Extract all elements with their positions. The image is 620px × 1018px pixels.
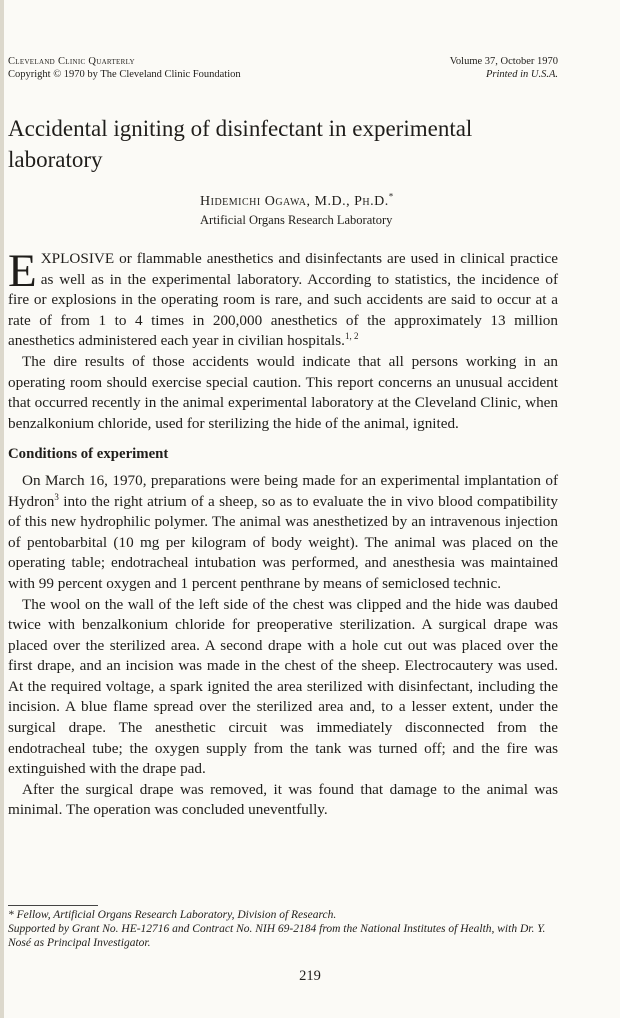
paragraph: The dire results of those accidents would indicate that all persons working in an operating room should exercise special caution. This report concerns an unusual accident that occurred recently in the animal experimental laboratory at the Cleveland Clinic, when benzalkonium chloride, used for sterilizing the hide of the animal, ignited.: [8, 352, 558, 432]
intro-text: XPLOSIVE or flammable anesthetics and disinfectants are used in clinical practice as well as in the experimental laboratory. According to statistics, the incidence of fire or explosions in the operating room is rare, and such accidents are said to occur at a rate of from 1 to 4 times in 200,000 anesthetics of the approximately 13 million anesthetics administered each year in civilian hospitals.: [8, 250, 558, 350]
running-header-left: [8, 55, 241, 81]
footnote-grant: Supported by Grant No. HE-12716 and Contract No. NIH 69-2184 from the National Institutes of Health, with Dr. Y. Nosé as Principal Investigator.: [8, 923, 546, 949]
footnote-rule: [8, 905, 98, 906]
paragraph: After the surgical drape was removed, it was found that damage to the animal was minimal. The operation was concluded uneventfully.: [8, 780, 558, 819]
byline: [0, 193, 620, 229]
reference-mark: 3: [54, 491, 59, 502]
paragraph: The wool on the wall of the left side of the chest was clipped and the hide was daubed twice with benzalkonium chloride for preoperative sterilization. A surgical drape was placed over the sterilized area. A second drape with a hole cut out was placed over the first drape, and an incision was made in the chest of the sheep. Electrocautery was used. At the required voltage, a spark ignited the area sterilized with disinfectant, including the incision. A blue flame spread over the sterilized area and, to a lesser extent, under the surgical drape. The anesthetic circuit was immediately disconnected from the endotracheal tube; the oxygen supply from the tank was turned off; and the fire was extinguished with the drape pad.: [8, 595, 558, 778]
footnotes: [8, 905, 560, 950]
author-name: Hidemichi Ogawa, M.D., Ph.D.: [200, 194, 389, 209]
intro-paragraph: [8, 245, 558, 352]
running-header-right: [450, 55, 558, 81]
page-number: 219: [299, 968, 321, 984]
section-heading: Conditions of experiment: [8, 446, 169, 463]
article-title: Accidental igniting of disinfectant in experimental laboratory: [8, 116, 473, 172]
page-edge-shadow: [0, 0, 4, 1018]
volume-line: Volume 37, October 1970: [449, 56, 558, 67]
paragraph-text: into the right atrium of a sheep, so as to evaluate the in vivo blood compatibility of this new hydrophilic polymer. The animal was anesthetized by an intravenous injection of pentobarbital (10 mg per kilogram of body weight). The animal was placed on the operating table; endotracheal intubation was performed, and anesthesia was maintained with 99 percent oxygen and 1 percent penthrane by means of semiclosed technic.: [8, 492, 558, 592]
drop-cap: E: [8, 245, 37, 297]
footnote-fellow: * Fellow, Artificial Organs Research Laboratory, Division of Research.: [8, 909, 337, 921]
copyright-line: Copyright © 1970 by The Cleveland Clinic Foundation: [8, 69, 241, 80]
author-footnote-mark: *: [388, 191, 394, 202]
article-body: [8, 245, 558, 821]
reference-mark: 1, 2: [344, 331, 359, 342]
printed-line: Printed in U.S.A.: [485, 69, 558, 80]
author-affiliation: Artificial Organs Research Laboratory: [200, 213, 393, 227]
journal-name: Cleveland Clinic Quarterly: [8, 56, 135, 67]
paragraph: [8, 471, 558, 595]
paragraph-text: On March 16, 1970, preparations were being made for an experimental implantation of Hydron: [8, 471, 558, 510]
author-name-line: [0, 193, 620, 211]
